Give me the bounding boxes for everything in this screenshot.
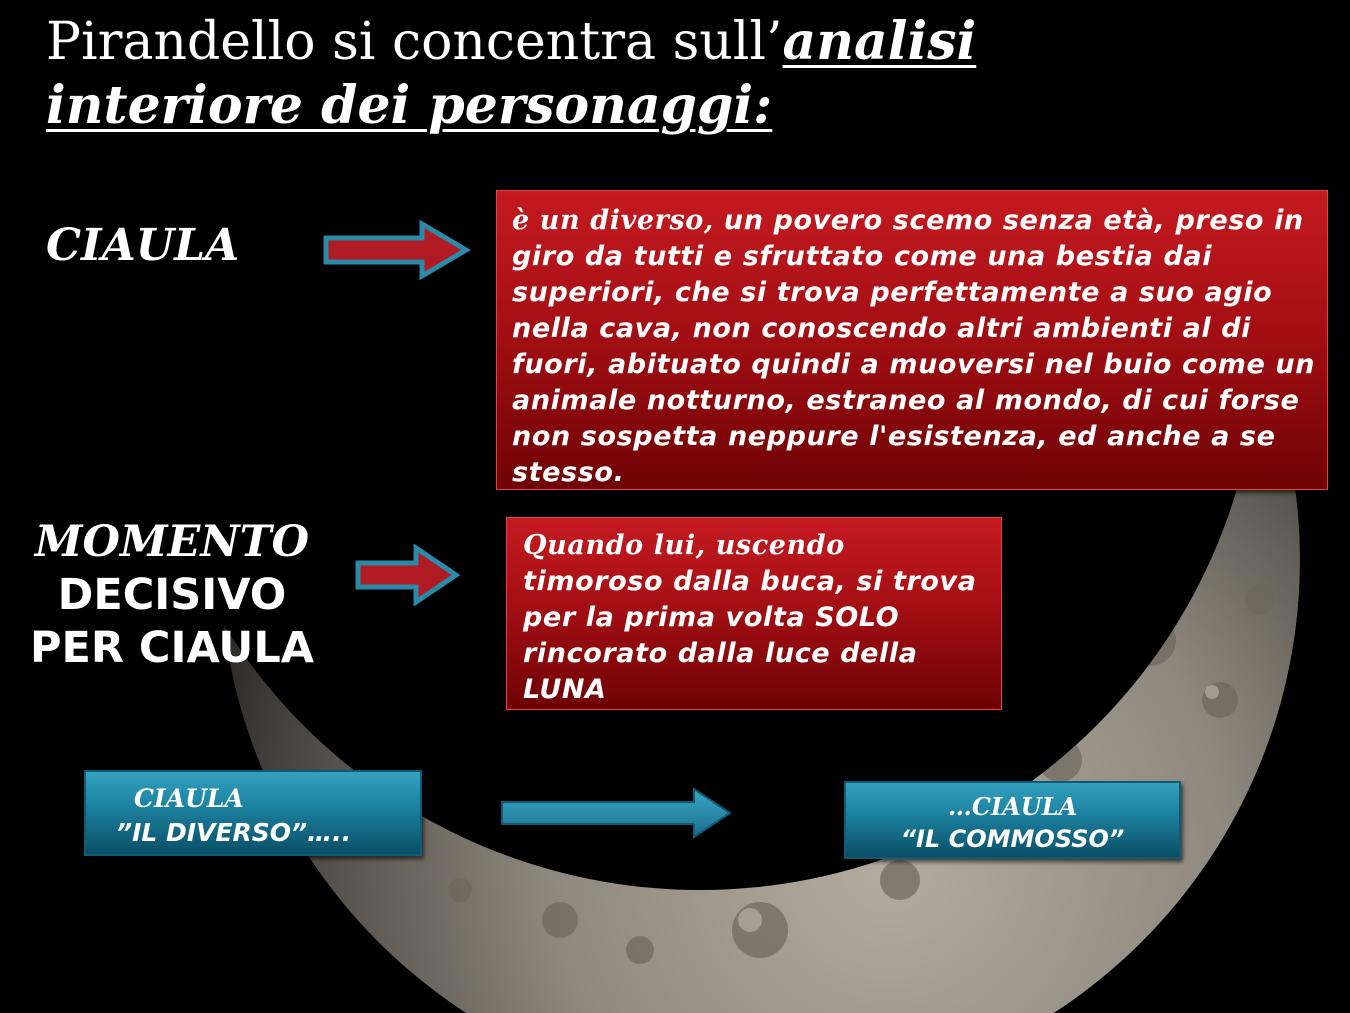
right-arrow-icon bbox=[354, 544, 464, 606]
description-text: un povero scemo senza età, preso in giro da tutti e sfruttato come una bestia dai superiori, che si trova perfettamente a suo agio nella cava, non conoscendo altri ambienti al di fuori, abituato quindi a muoversi nel buio come un animale notturno, estraneo al mondo, di cui forse non sospetta neppure l'esistenza, ed anche a se stesso. bbox=[512, 205, 1316, 488]
moment-box bbox=[506, 517, 1002, 710]
slide-title bbox=[46, 10, 1046, 138]
label-momento-line-3: PER CIAULA bbox=[29, 623, 315, 673]
box-ciaula-commosso-line-1: …CIAULA bbox=[947, 792, 1078, 821]
right-arrow-icon bbox=[498, 786, 734, 840]
box-ciaula-diverso-line-2: ”IL DIVERSO”….. bbox=[116, 818, 352, 847]
title-emphasis-1: analisi bbox=[782, 11, 977, 72]
label-ciaula: CIAULA bbox=[46, 220, 240, 271]
right-arrow-icon bbox=[322, 220, 472, 280]
description-box bbox=[496, 190, 1328, 490]
box-ciaula-commosso-line-2: “IL COMMOSSO” bbox=[900, 825, 1125, 853]
box-ciaula-diverso bbox=[84, 770, 422, 856]
moment-text: timoroso dalla buca, si trova per la prima volta SOLO rincorato dalla luce della LUNA bbox=[523, 566, 977, 705]
box-ciaula-diverso-line-1: CIAULA bbox=[134, 784, 244, 813]
label-momento-line-2: DECISIVO bbox=[57, 570, 287, 620]
title-emphasis-2: interiore dei personaggi: bbox=[46, 75, 773, 136]
label-momento-decisivo bbox=[14, 516, 330, 675]
moment-first-words: Quando lui, uscendo bbox=[523, 530, 845, 561]
label-momento-line-1: MOMENTO bbox=[34, 517, 310, 567]
description-first-words: è un diverso, bbox=[512, 205, 714, 236]
box-ciaula-commosso bbox=[844, 781, 1181, 859]
title-plain: Pirandello si concentra sull’ bbox=[46, 12, 783, 72]
